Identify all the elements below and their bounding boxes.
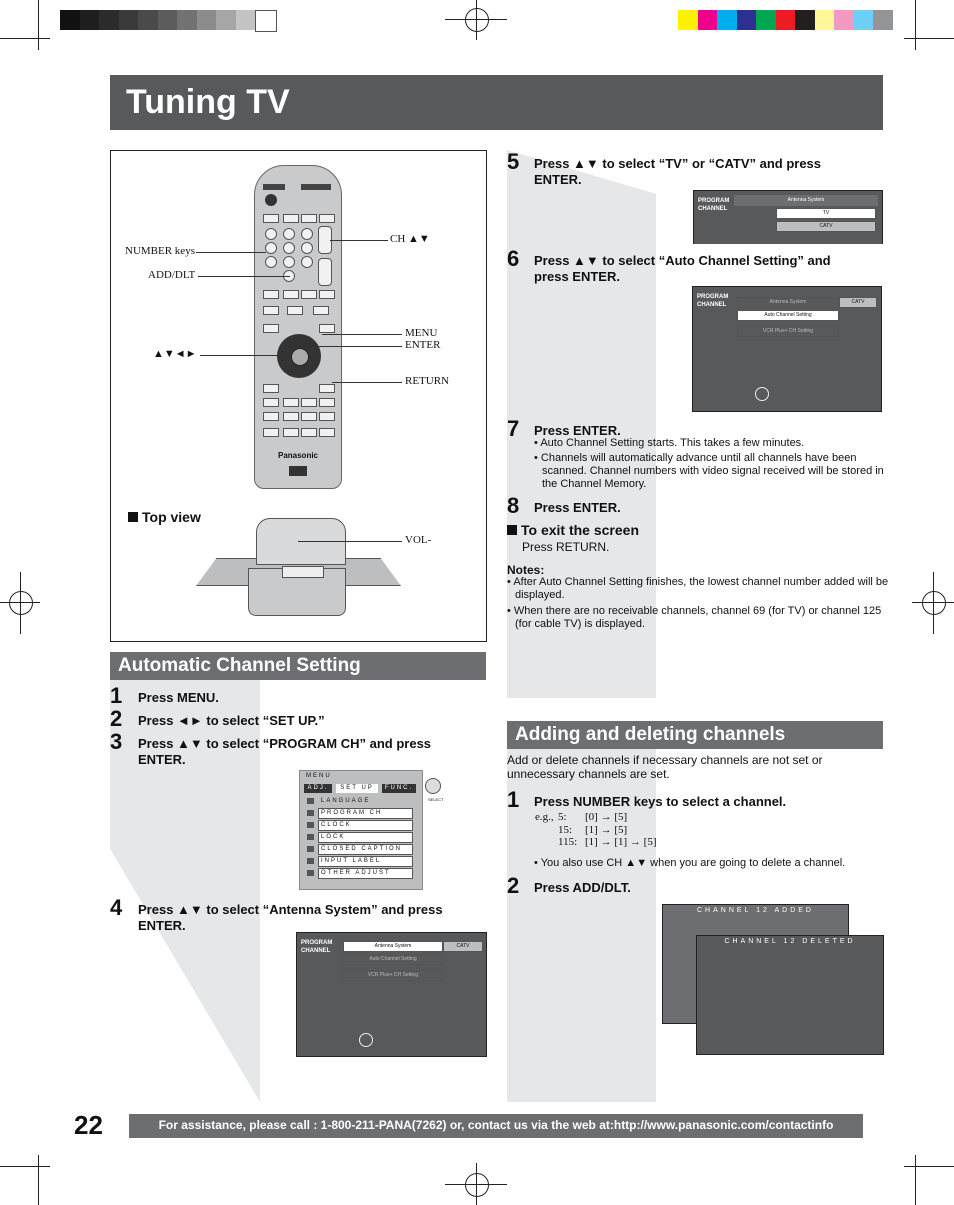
gray-swatch	[80, 10, 100, 30]
brand-logo: Panasonic	[277, 451, 318, 460]
gray-swatch	[138, 10, 158, 30]
label-add-dlt: ADD/DLT	[148, 269, 196, 281]
auto-channel-heading-bar	[110, 652, 486, 680]
menu-screen	[299, 770, 423, 890]
color-swatch	[776, 10, 796, 30]
label-arrows: ▲▼◄►	[153, 348, 197, 360]
example-keys-2: [1] → [5]	[585, 824, 628, 836]
screen-label: PROGRAM CHANNEL	[697, 294, 729, 308]
page-number: 22	[74, 1110, 103, 1140]
menu-item-closed-caption: CLOSED CAPTION	[318, 844, 413, 855]
menu-item-language: LANGUAGE	[321, 798, 371, 804]
label-number-keys: NUMBER keys	[125, 245, 195, 257]
label-return: RETURN	[405, 375, 449, 387]
menu-select-label: SELECT	[428, 797, 444, 802]
antenna-value: CATV	[443, 941, 483, 952]
vcr-plus-row: VCR Plus+ CH Setting	[343, 970, 443, 981]
label-enter: ENTER	[405, 339, 441, 351]
color-swatch	[717, 10, 737, 30]
antenna-screen-step5	[693, 190, 883, 244]
step-3-number: 3	[110, 729, 123, 754]
step-5-text: Press ▲▼ to select “TV” or “CATV” and press ENTER.	[534, 156, 822, 187]
color-swatch	[873, 10, 893, 30]
tab-setup: SET UP	[336, 784, 378, 793]
step-3-text: Press ▲▼ to select “PROGRAM CH” and press ENTER.	[138, 736, 432, 767]
remote-control	[254, 165, 342, 489]
step-7-number: 7	[507, 416, 520, 441]
channel-deleted-screen	[696, 935, 884, 1055]
channel-added-text: CHANNEL 12 ADDED	[697, 907, 814, 914]
step-4-number: 4	[110, 895, 123, 920]
step-1-number: 1	[110, 683, 123, 708]
menu-screen-title: MENU	[306, 773, 332, 779]
menu-dpad-icon	[425, 778, 441, 794]
gray-swatch	[236, 10, 256, 30]
step-7-text: Press ENTER.	[534, 423, 621, 438]
gray-swatch	[216, 10, 236, 30]
add-delete-heading-bar	[507, 721, 883, 749]
screen-label: PROGRAM CHANNEL	[301, 940, 333, 954]
program-channel-screen-step4	[296, 932, 487, 1057]
gray-swatch	[158, 10, 178, 30]
color-swatch	[795, 10, 815, 30]
antenna-value: CATV	[839, 297, 877, 308]
gray-swatch	[177, 10, 197, 30]
color-swatch	[678, 10, 698, 30]
step-7-bullet-2: • Channels will automatically advance until all channels have been scanned. Channel numbers with video signal received will be stored in the Channel Memory.	[534, 452, 884, 490]
tab-func: FUNC.	[382, 784, 416, 793]
add-step-2-text: Press ADD/DLT.	[534, 880, 631, 895]
menu-item-clock: CLOCK	[318, 820, 413, 831]
antenna-system-row: Antenna System	[343, 941, 443, 952]
step-7-bullet-1: • Auto Channel Setting starts. This takes a few minutes.	[534, 437, 805, 449]
option-catv: CATV	[776, 221, 876, 232]
exit-heading: To exit the screen	[507, 522, 639, 538]
top-view-heading: Top view	[128, 509, 201, 525]
option-tv: TV	[776, 208, 876, 219]
note-1: • After Auto Channel Setting finishes, the lowest channel number added will be displayed.	[507, 576, 889, 601]
antenna-system-row: Antenna System	[737, 297, 839, 308]
example-keys-1: [0] → [5]	[585, 811, 628, 823]
auto-channel-row: Auto Channel Setting	[737, 310, 839, 321]
screen-dpad-icon	[755, 387, 769, 401]
channel-deleted-text: CHANNEL 12 DELETED	[724, 938, 856, 945]
label-ch: CH ▲▼	[390, 233, 430, 245]
add-delete-heading: Adding and deleting channels	[515, 724, 786, 745]
add-step-1-text: Press NUMBER keys to select a channel.	[534, 794, 787, 809]
gray-swatch	[60, 10, 80, 30]
screen-dpad-icon	[359, 1033, 373, 1047]
menu-item-input-label: INPUT LABEL	[318, 856, 413, 867]
example-keys-3: [1] → [1] → [5]	[585, 836, 657, 848]
add-delete-intro: Add or delete channels if necessary channels are not set or unnecessary channels are set.	[507, 753, 823, 781]
step-8-text: Press ENTER.	[534, 500, 621, 515]
gray-swatch	[197, 10, 217, 30]
notes-heading: Notes:	[507, 563, 545, 577]
gray-swatch	[255, 10, 277, 32]
menu-item-program-ch: PROGRAM CH	[318, 808, 413, 819]
gray-swatch	[119, 10, 139, 30]
program-channel-screen-step6	[692, 286, 882, 412]
color-swatch	[737, 10, 757, 30]
antenna-header: Antenna System	[734, 195, 878, 206]
color-swatch	[756, 10, 776, 30]
step-2-number: 2	[110, 706, 123, 731]
auto-channel-row: Auto Channel Setting	[343, 954, 443, 965]
add-bullet: • You also use CH ▲▼ when you are going to delete a channel.	[534, 857, 846, 869]
page-title: Tuning TV	[126, 83, 290, 121]
step-4-text: Press ▲▼ to select “Antenna System” and press ENTER.	[138, 902, 443, 933]
step-5-number: 5	[507, 149, 520, 174]
menu-item-lock: LOCK	[318, 832, 413, 843]
step-6-text: Press ▲▼ to select “Auto Channel Setting” and press ENTER.	[534, 253, 831, 284]
footer-bar	[129, 1114, 863, 1138]
example-prefix: e.g.,	[535, 811, 554, 823]
example-ch-3: 115:	[558, 836, 578, 848]
note-2: • When there are no receivable channels, channel 69 (for TV) or channel 125 (for cable TV) is displayed.	[507, 605, 882, 630]
exit-text: Press RETURN.	[522, 540, 610, 554]
label-vol: VOL-	[405, 534, 432, 546]
add-step-2-number: 2	[507, 873, 520, 898]
footer-text: For assistance, please call : 1-800-211-PANA(7262) or, contact us via the web at:http://www.panasonic.com/contactinfo	[158, 1118, 834, 1132]
step-1-text: Press MENU.	[138, 690, 219, 705]
label-menu: MENU	[405, 327, 438, 339]
step-6-number: 6	[507, 246, 520, 271]
color-swatch	[698, 10, 718, 30]
add-step-1-number: 1	[507, 787, 520, 812]
color-swatch	[815, 10, 835, 30]
screen-label: PROGRAM CHANNEL	[698, 198, 730, 212]
vcr-plus-row: VCR Plus+ CH Setting	[737, 326, 839, 337]
example-ch-1: 5:	[558, 811, 567, 823]
title-bar	[110, 75, 883, 130]
tv-top-view	[196, 518, 399, 616]
auto-channel-heading: Automatic Channel Setting	[118, 655, 361, 676]
tab-adj: ADJ.	[304, 784, 332, 793]
gray-swatch	[99, 10, 119, 30]
color-swatch	[854, 10, 874, 30]
color-swatch	[834, 10, 854, 30]
step-8-number: 8	[507, 493, 520, 518]
menu-item-other-adjust: OTHER ADJUST	[318, 868, 413, 879]
step-2-text: Press ◄► to select “SET UP.”	[138, 713, 325, 728]
example-ch-2: 15:	[558, 824, 573, 836]
